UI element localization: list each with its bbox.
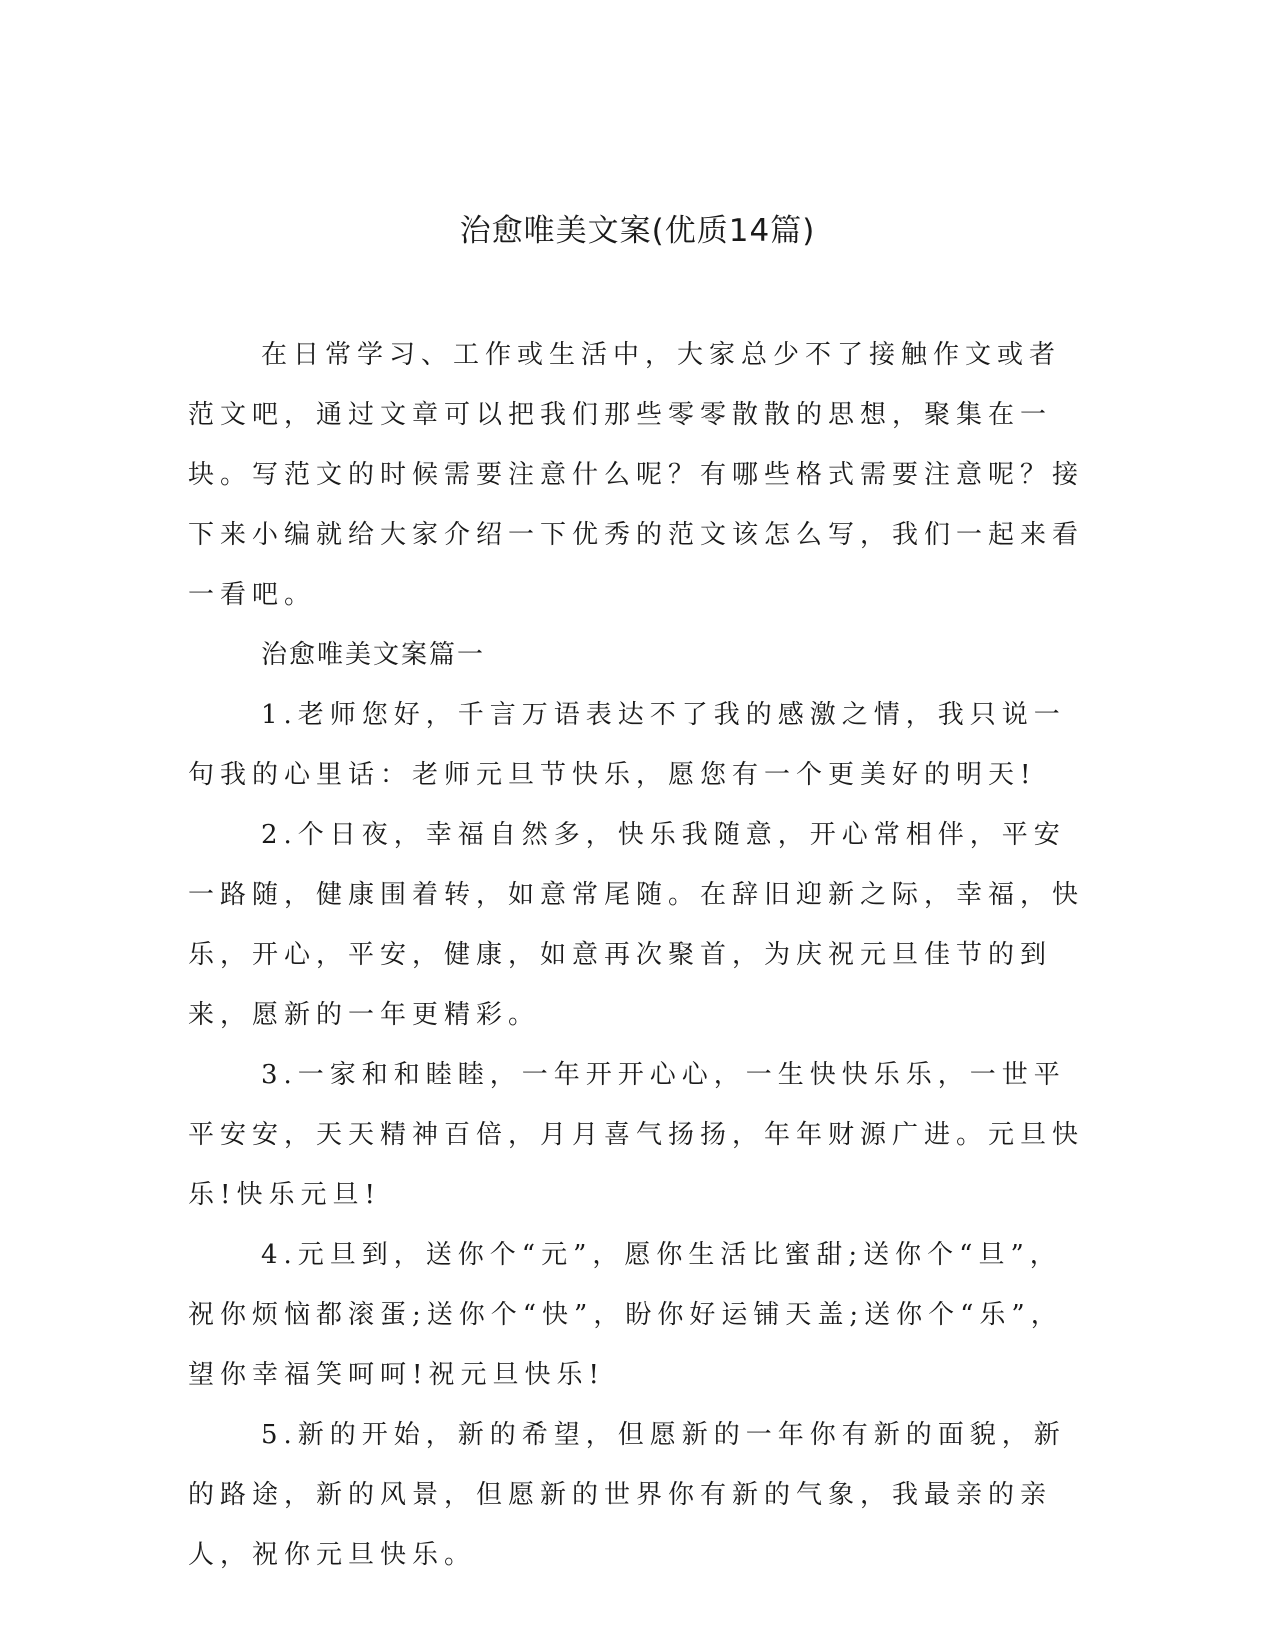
list-item: 3.一家和和睦睦，一年开开心心，一生快快乐乐，一世平平安安，天天精神百倍，月月喜气扬扬，年年财源广进。元旦快乐!快乐元旦! bbox=[188, 1060, 1085, 1210]
document-title: 治愈唯美文案(优质14篇) bbox=[459, 213, 816, 249]
intro-paragraph: 在日常学习、工作或生活中，大家总少不了接触作文或者范文吧，通过文章可以把我们那些零零散散的思想，聚集在一块。写范文的时候需要注意什么呢？有哪些格式需要注意呢？接下来小编就给大家介绍一下优秀的范文该怎么写，我们一起来看一看吧。 bbox=[188, 340, 1085, 610]
list-item: 1.老师您好，千言万语表达不了我的感激之情，我只说一句我的心里话：老师元旦节快乐，愿您有一个更美好的明天! bbox=[188, 700, 1066, 790]
document-body bbox=[188, 325, 1088, 1585]
section-heading: 治愈唯美文案篇一 bbox=[261, 640, 486, 670]
list-item: 4.元旦到，送你个“元”，愿你生活比蜜甜;送你个“旦”，祝你烦恼都滚蛋;送你个“快”，盼你好运铺天盖;送你个“乐”，望你幸福笑呵呵!祝元旦快乐! bbox=[188, 1240, 1063, 1390]
list-item: 5.新的开始，新的希望，但愿新的一年你有新的面貌，新的路途，新的风景，但愿新的世界你有新的气象，我最亲的亲人，祝你元旦快乐。 bbox=[188, 1420, 1066, 1570]
list-item: 2.个日夜，幸福自然多，快乐我随意，开心常相伴，平安一路随，健康围着转，如意常尾随。在辞旧迎新之际，幸福，快乐，开心，平安，健康，如意再次聚首，为庆祝元旦佳节的到来，愿新的一年更精彩。 bbox=[188, 820, 1085, 1030]
